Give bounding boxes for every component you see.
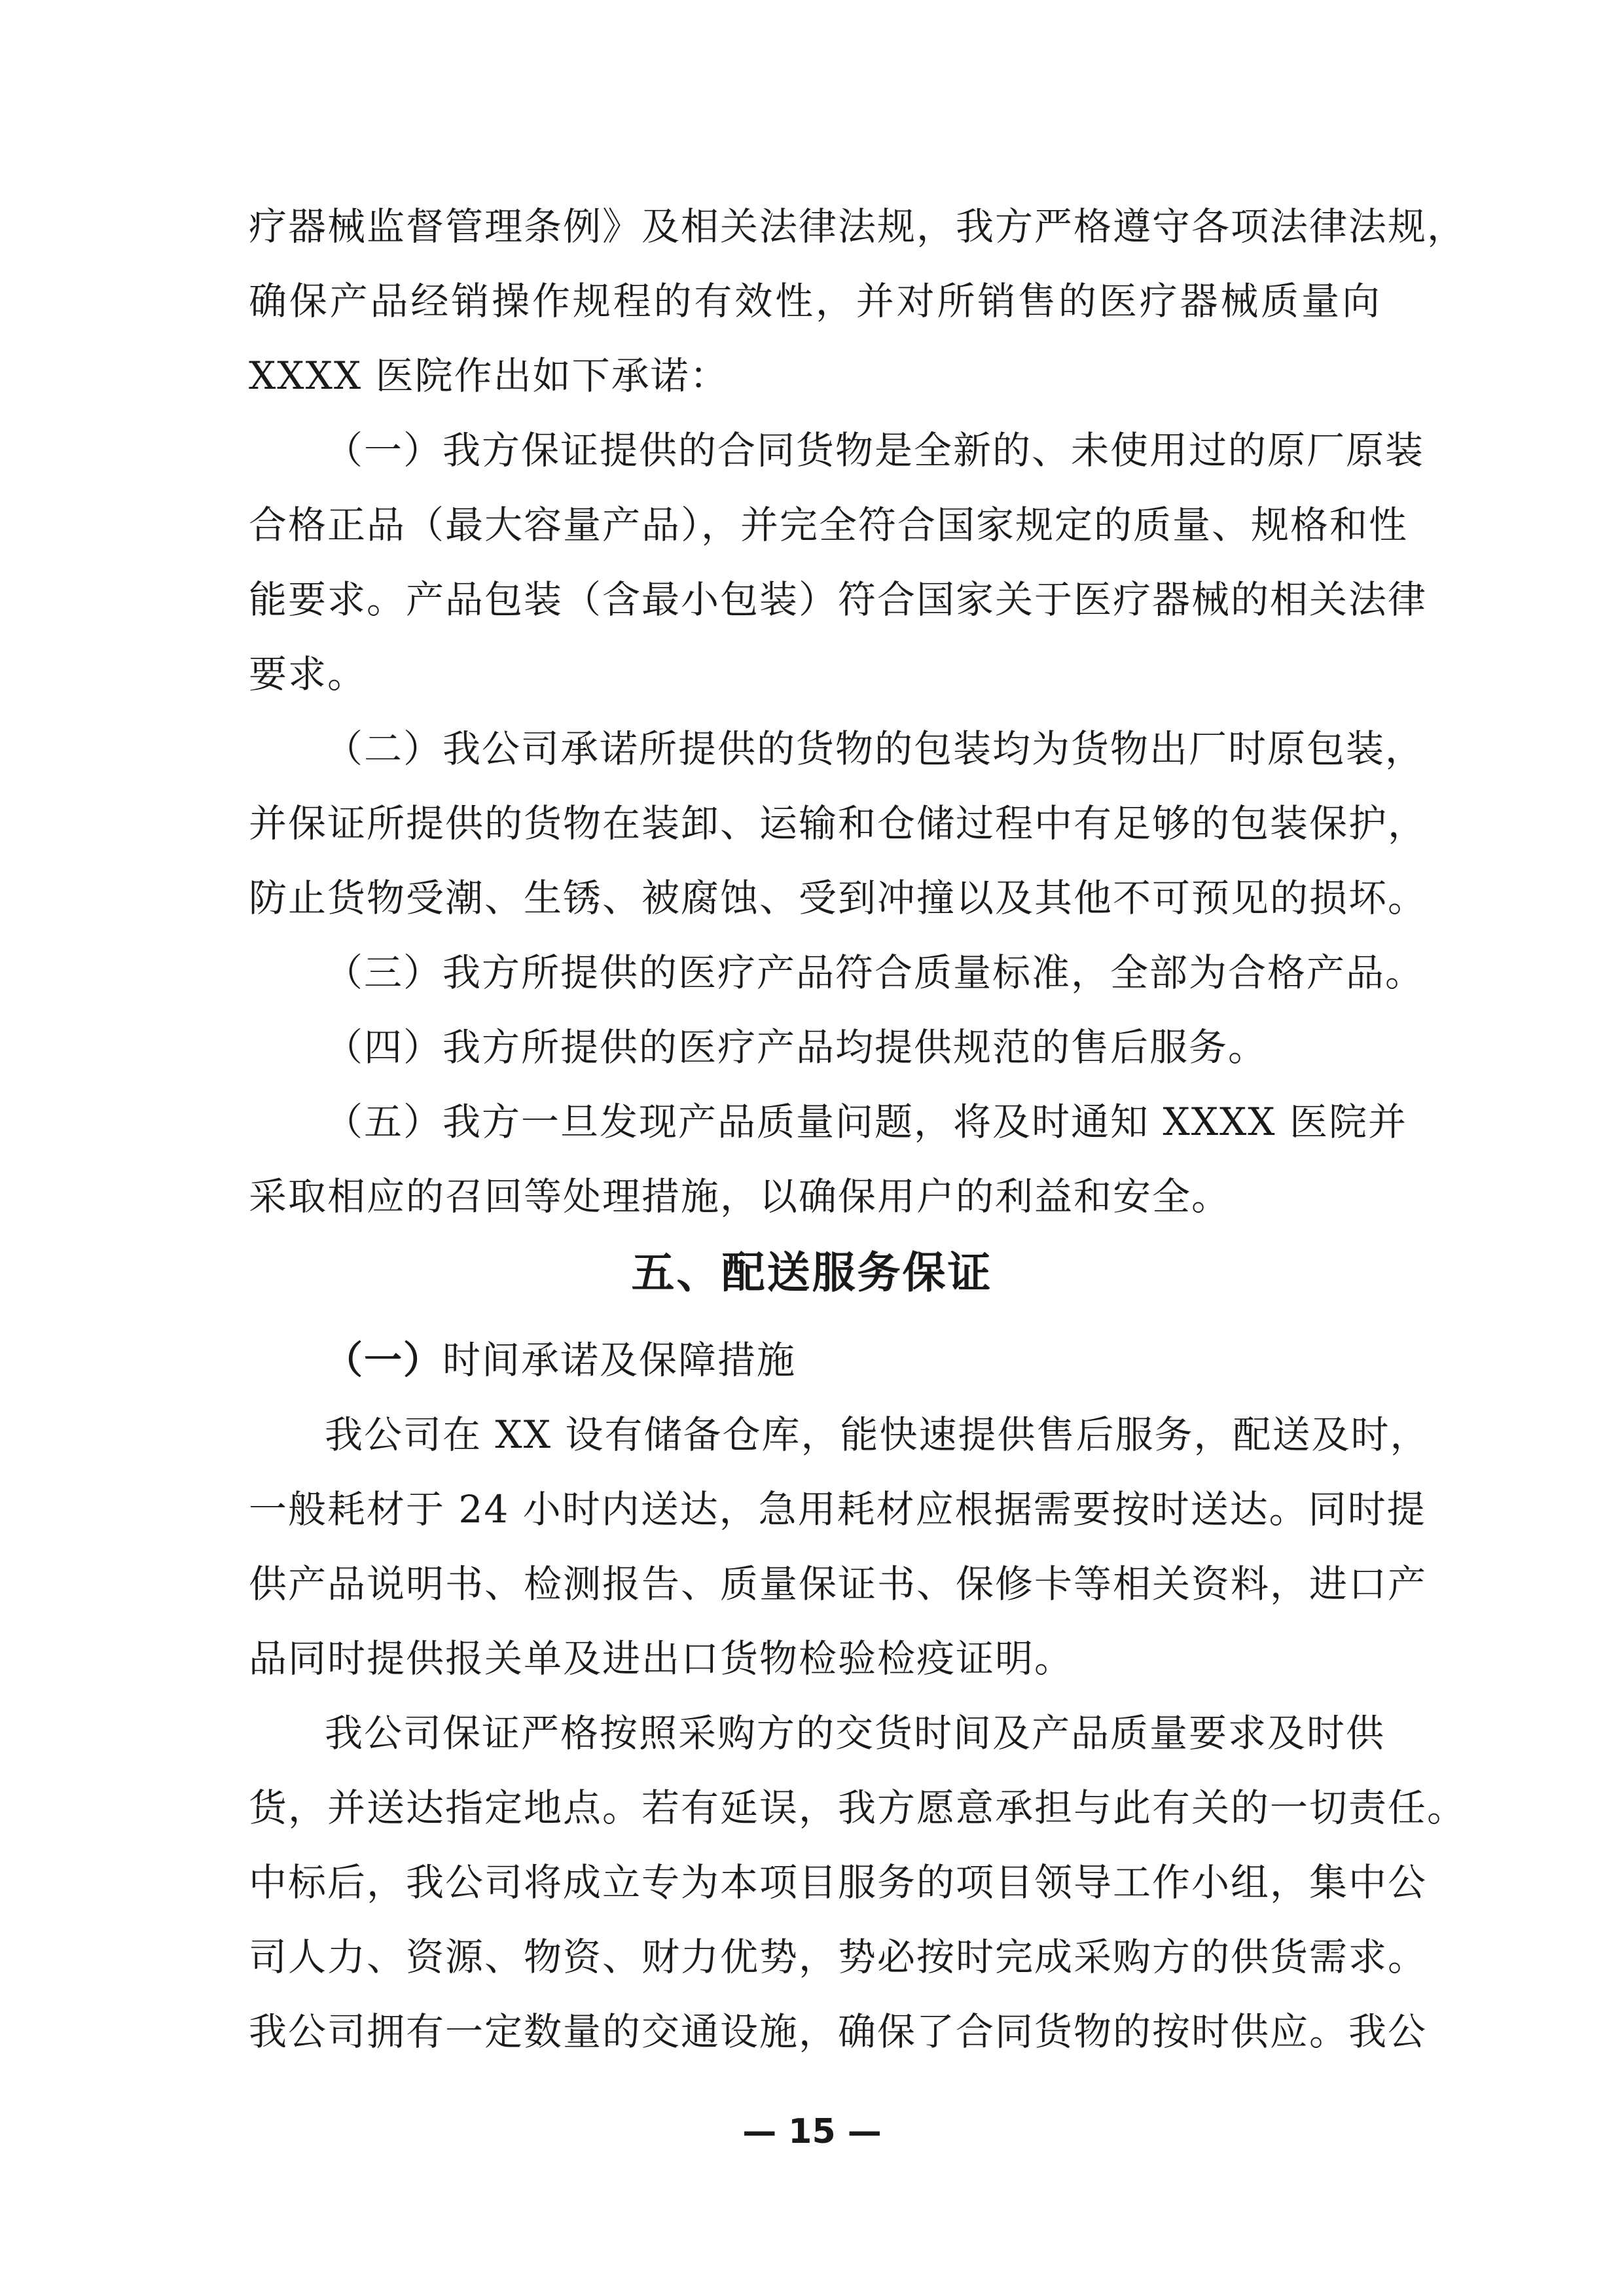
text-line: 司人力、资源、物资、财力优势，势必按时完成采购方的供货需求。 [249, 1935, 1428, 1979]
text-line: 供产品说明书、检测报告、质量保证书、保修卡等相关资料，进口产 [249, 1562, 1428, 1606]
text-line: 疗器械监督管理条例》及相关法律法规，我方严格遵守各项法律法规， [249, 204, 1467, 249]
text-line: 要求。 [249, 652, 367, 696]
text-line: 货，并送达指定地点。若有延误，我方愿意承担与此有关的一切责任。 [249, 1785, 1467, 1830]
text-line: 合格正品（最大容量产品），并完全符合国家规定的质量、规格和性 [249, 503, 1409, 547]
text-line: （三）我方所提供的医疗产品符合质量标准，全部为合格产品。 [325, 950, 1425, 995]
text-line: （二）我公司承诺所提供的货物的包装均为货物出厂时原包装， [325, 726, 1425, 771]
text-line: 一般耗材于 24 小时内送达，急用耗材应根据需要按时送达。同时提 [249, 1487, 1426, 1532]
subheading-text: 时间承诺及保障措施 [442, 1338, 797, 1382]
text-line: （一）我方保证提供的合同货物是全新的、未使用过的原厂原装 [325, 428, 1425, 473]
text-line: 我公司在 XX 设有储备仓库，能快速提供售后服务，配送及时， [325, 1412, 1430, 1457]
subheading-number: （一） [325, 1338, 443, 1382]
text-line: 我公司拥有一定数量的交通设施，确保了合同货物的按时供应。我公 [249, 2009, 1428, 2054]
text-line: 防止货物受潮、生锈、被腐蚀、受到冲撞以及其他不可预见的损坏。 [249, 876, 1428, 920]
text-line: 并保证所提供的货物在装卸、运输和仓储过程中有足够的包装保护， [249, 801, 1428, 846]
subheading [325, 1334, 796, 1386]
text-line: 能要求。产品包装（含最小包装）符合国家关于医疗器械的相关法律 [249, 577, 1428, 622]
text-line: （四）我方所提供的医疗产品均提供规范的售后服务。 [325, 1025, 1268, 1069]
page-number: — 15 — [742, 2112, 882, 2151]
text-line: 品同时提供报关单及进出口货物检验检疫证明。 [249, 1636, 1074, 1681]
section-heading: 五、配送服务保证 [631, 1247, 993, 1298]
text-line: 中标后，我公司将成立专为本项目服务的项目领导工作小组，集中公 [249, 1860, 1428, 1905]
text-line: XXXX 医院作出如下承诺： [249, 353, 729, 398]
text-line: 确保产品经销操作规程的有效性，并对所销售的医疗器械质量向 [249, 279, 1381, 323]
text-line: 采取相应的召回等处理措施，以确保用户的利益和安全。 [249, 1174, 1231, 1219]
text-line: （五）我方一旦发现产品质量问题，将及时通知 XXXX 医院并 [325, 1100, 1408, 1144]
text-line: 我公司保证严格按照采购方的交货时间及产品质量要求及时供 [325, 1711, 1386, 1755]
